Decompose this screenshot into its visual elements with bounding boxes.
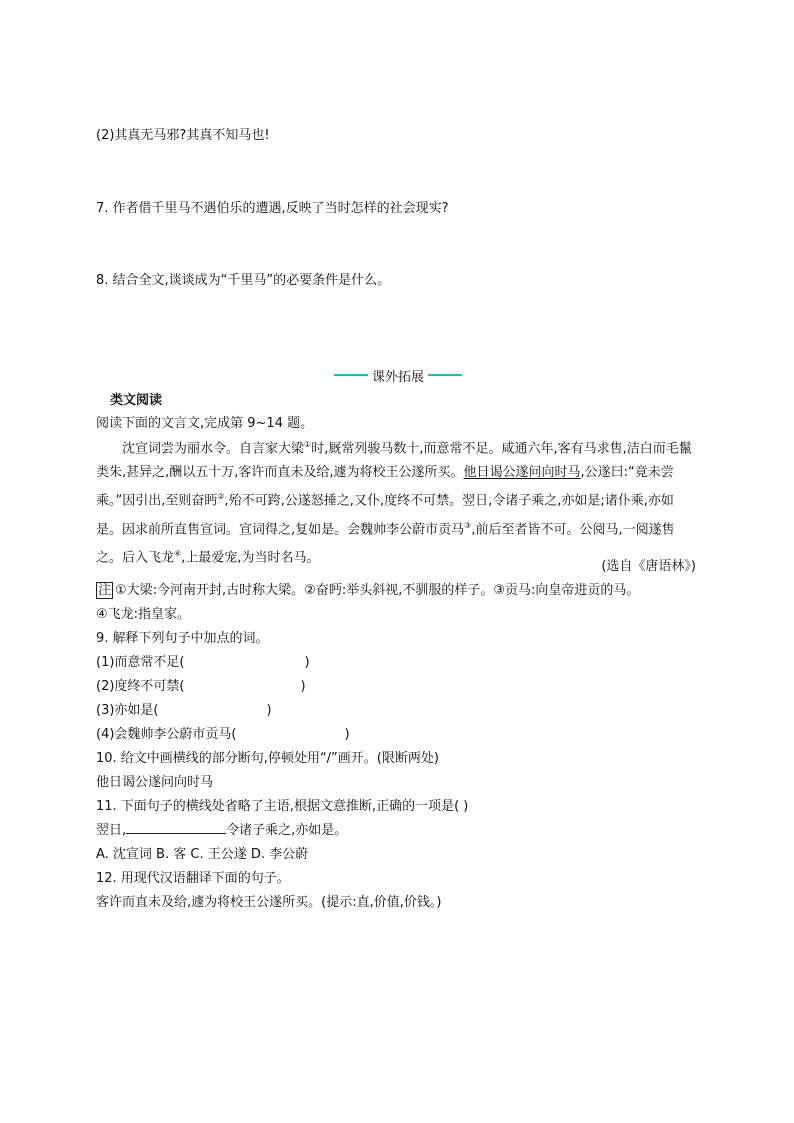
q11-sentence-a: 翌日, bbox=[96, 823, 127, 838]
q9-text: 9. 解释下列句子中加点的词。 bbox=[96, 631, 269, 646]
note-ref-2: ② bbox=[217, 492, 225, 502]
section-title: 课外拓展 bbox=[371, 370, 424, 385]
q11-sentence-b: 令诸子乘之,亦如是。 bbox=[226, 823, 348, 838]
q9-item-label: (4)会魏帅李公蔚市贡马( bbox=[96, 727, 237, 742]
q11-options: A. 沈宣词 B. 客 C. 王公遂 D. 李公蔚 bbox=[96, 847, 309, 862]
q12-text: 12. 用现代汉语翻译下面的句子。 bbox=[96, 871, 290, 886]
note-ref-1: ① bbox=[304, 440, 312, 449]
q9-item-label: (2)度终不可禁( bbox=[96, 679, 185, 694]
notes-line-2: ④飞龙:指皇家。 bbox=[96, 607, 191, 622]
q10-sentence: 他日谒公遂问向时马 bbox=[96, 775, 214, 790]
reading-label: 类文阅读 bbox=[110, 393, 163, 408]
answer-blank[interactable] bbox=[126, 821, 226, 834]
passage-part: 沈宣词尝为丽水令。自言家大梁 bbox=[122, 441, 305, 457]
passage-part: 时,厩常列骏马数十,而意常不足。咸通六年,客有马求售,洁白而毛鬣类朱,甚异之,酬以五十万,客许而直未及给,遽为将校王公遂所买。 bbox=[96, 441, 692, 481]
passage-part: ,前后至者皆不可。公阅马,一阅遂售之。后入飞龙 bbox=[96, 521, 675, 566]
q6-sub2: (2)其真无马邪?其真不知马也! bbox=[96, 128, 270, 143]
q10-text: 10. 给文中画横线的部分断句,停顿处用“/”画开。(限断两处) bbox=[96, 751, 439, 766]
q12-sentence: 客许而直未及给,遽为将校王公遂所买。(提示:直,价值,价钱。) bbox=[96, 895, 442, 910]
paren-close: ) bbox=[300, 679, 306, 694]
reading-instruction: 阅读下面的文言文,完成第 9~14 题。 bbox=[96, 416, 314, 431]
paren-close: ) bbox=[266, 703, 272, 718]
q9-item-3 bbox=[96, 699, 272, 718]
section-line-left bbox=[334, 374, 368, 376]
paren-close: ) bbox=[304, 655, 310, 670]
section-header bbox=[334, 366, 462, 384]
section-line-right bbox=[428, 374, 462, 376]
q11-text: 11. 下面句子的横线处省略了主语,根据文意推断,正确的一项是( ) bbox=[96, 799, 469, 814]
note-ref-3: ③ bbox=[464, 520, 472, 530]
reading-passage bbox=[96, 433, 696, 570]
q9-item-4 bbox=[96, 723, 350, 742]
notes-text-1: ①大梁:今河南开封,古时称大梁。②奋眄:举头斜视,不驯服的样子。③贡马:向皇帝进贡的马。 bbox=[115, 583, 640, 598]
passage-part: ,殆不可跨,公遂怒捶之,又仆,度终不可禁。翌日,令诸子乘之,亦如是;诸仆乘,亦如是。因求前所直售宣词。宣词得之,复如是。会魏帅李公蔚市贡马 bbox=[96, 493, 674, 537]
q8-text: 8. 结合全文,谈谈成为“千里马”的必要条件是什么。 bbox=[96, 273, 391, 288]
passage-part: ,公遂曰:“竟未尝乘。”因引出,至则奋眄 bbox=[96, 465, 674, 509]
q7-text: 7. 作者借千里马不遇伯乐的遭遇,反映了当时怎样的社会现实? bbox=[96, 201, 449, 216]
passage-source: (选自《唐语林》) bbox=[601, 559, 696, 574]
q11-sentence bbox=[96, 819, 347, 838]
q9-item-label: (1)而意常不足( bbox=[96, 655, 185, 670]
note-box: 注 bbox=[98, 583, 112, 598]
q9-item-label: (3)亦如是( bbox=[96, 703, 159, 718]
q9-item-1 bbox=[96, 651, 310, 670]
q9-item-2 bbox=[96, 675, 306, 694]
notes-line-1 bbox=[96, 579, 639, 599]
underlined-sentence: 他日谒公遂问向时马 bbox=[463, 465, 581, 481]
note-ref-4: ④ bbox=[174, 548, 182, 558]
passage-part: ,上最爱宠,为当时名马。 bbox=[181, 550, 320, 566]
paren-close: ) bbox=[344, 727, 350, 742]
